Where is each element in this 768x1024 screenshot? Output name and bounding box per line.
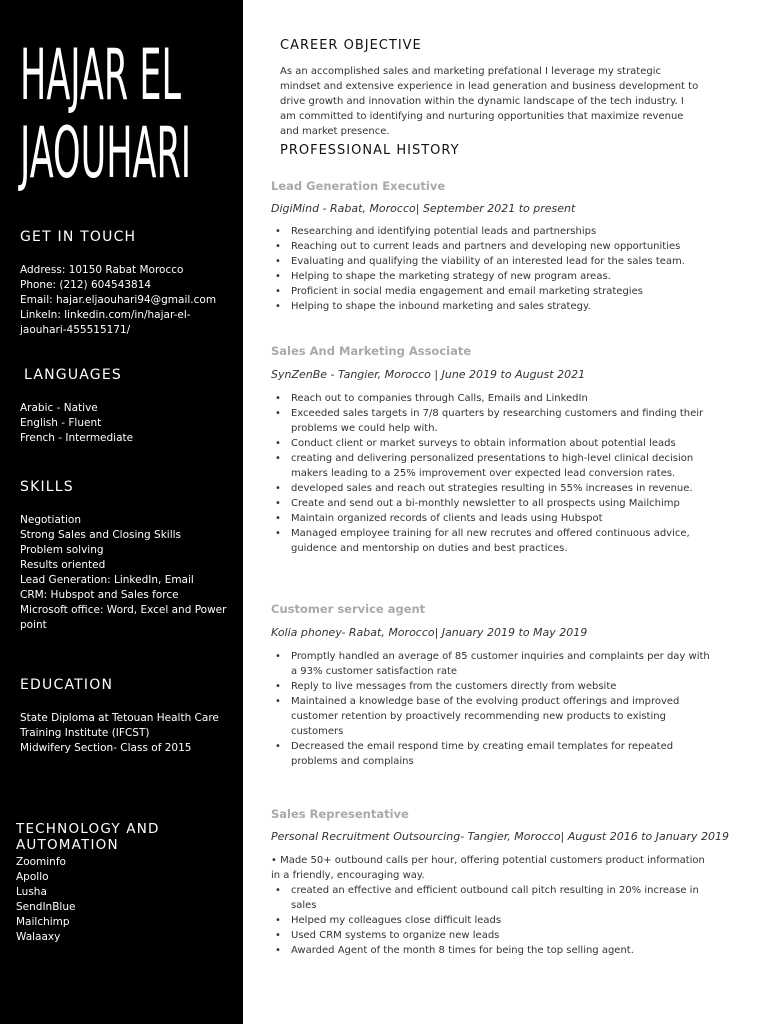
career-objective-text: As an accomplished sales and marketing prefational I leverage my strategic mindset and extensive experience in lead generation and business development to drive growth and innovation within the dynamic landscape of the tech industry. I am committed to identifying and nurturing opportunities that maximize revenue and market presence.	[280, 66, 699, 137]
bullet-item: • Reply to live messages from the customers directly from website	[271, 679, 711, 694]
contact-details	[20, 263, 230, 338]
bullet-item: • Made 50+ outbound calls per hour, offering potential customers product information in a friendly, encouraging way.	[271, 855, 705, 881]
job-bullets	[271, 853, 711, 958]
skill-item: Results oriented	[20, 559, 106, 571]
job-company: Kolia phoney- Rabat, Morocco| January 2019 to May 2019	[271, 626, 588, 639]
bullet-item: • Create and send out a bi-monthly newsletter to all prospects using Mailchimp	[271, 496, 711, 511]
skills-list	[20, 513, 230, 633]
job-bullets	[271, 391, 711, 556]
technology-item: SendInBlue	[16, 901, 76, 913]
bullet-item: • Maintained a knowledge base of the evolving product offerings and improved customer retention by proactively recommending new products to existing customers	[271, 694, 711, 739]
skill-item: Strong Sales and Closing Skills	[20, 529, 182, 541]
bullet-item: • Helped my colleagues close difficult leads	[271, 913, 711, 928]
career-objective-heading: CAREER OBJECTIVE	[280, 38, 422, 53]
bullet-item: • Researching and identifying potential leads and partnerships	[271, 224, 711, 239]
education-line: Midwifery Section- Class of 2015	[20, 742, 192, 754]
bullet-item: • Used CRM systems to organize new leads	[271, 928, 711, 943]
technology-item: Mailchimp	[16, 916, 70, 928]
education-heading: EDUCATION	[20, 677, 114, 693]
languages-list	[20, 401, 230, 446]
bullet-item: • creating and delivering personalized presentations to high-level clinical decision makers leading to a 25% improvement over expected lead conversion rates.	[271, 451, 711, 481]
contact-address: Address: 10150 Rabat Morocco	[20, 264, 184, 276]
skill-item: point	[20, 619, 47, 631]
resume-name	[20, 34, 192, 194]
bullet-item: • Promptly handled an average of 85 customer inquiries and complaints per day with a 93% customer satisfaction rate	[271, 649, 711, 679]
bullet-item: • Awarded Agent of the month 8 times for being the top selling agent.	[271, 943, 711, 958]
job-bullets	[271, 224, 711, 314]
bullet-item: • Proficient in social media engagement and email marketing strategies	[271, 284, 711, 299]
contact-phone: Phone: (212) 604543814	[20, 279, 152, 291]
bullet-item: • developed sales and reach out strategies resulting in 55% increases in revenue.	[271, 481, 711, 496]
bullet-item: • Decreased the email respond time by creating email templates for repeated problems and complains	[271, 739, 711, 769]
contact-heading: GET IN TOUCH	[20, 229, 137, 245]
bullet-item: • Helping to shape the marketing strategy of new program areas.	[271, 269, 711, 284]
bullet-item: • Managed employee training for all new recrutes and offered continuous advice, guidence and mentorship on duties and best practices.	[271, 526, 711, 556]
job-bullets	[271, 649, 711, 769]
bullet-item: • created an effective and efficient outbound call pitch resulting in 20% increase in sales	[271, 883, 711, 913]
bullet-item: • Exceeded sales targets in 7/8 quarters by researching customers and finding their problems we could help with.	[271, 406, 711, 436]
technology-heading: TECHNOLOGY AND AUTOMATION	[16, 821, 160, 853]
languages-heading: LANGUAGES	[24, 367, 122, 383]
language-item: Arabic - Native	[20, 402, 98, 414]
contact-email: Email: hajar.eljaouhari94@gmail.com	[20, 294, 217, 306]
job-company: DigiMind - Rabat, Morocco| September 2021 to present	[271, 202, 576, 215]
technology-item: Apollo	[16, 871, 49, 883]
education-list	[20, 711, 230, 756]
job-title: Sales And Marketing Associate	[271, 344, 472, 358]
education-line: State Diploma at Tetouan Health Care	[20, 712, 219, 724]
bullet-item: • Reaching out to current leads and partners and developing new opportunities	[271, 239, 711, 254]
name-line-2: JAOUHARI	[20, 112, 192, 194]
technology-item: Lusha	[16, 886, 47, 898]
skill-item: Problem solving	[20, 544, 104, 556]
education-line: Training Institute (IFCST)	[20, 727, 150, 739]
job-title: Sales Representative	[271, 807, 409, 821]
technology-item: Zoominfo	[16, 856, 66, 868]
bullet-item: • Conduct client or market surveys to obtain information about potential leads	[271, 436, 711, 451]
skill-item: Microsoft office: Word, Excel and Power	[20, 604, 227, 616]
language-item: English - Fluent	[20, 417, 102, 429]
bullet-item: • Helping to shape the inbound marketing and sales strategy.	[271, 299, 711, 314]
bullet-item: • Evaluating and qualifying the viability of an interested lead for the sales team.	[271, 254, 711, 269]
skill-item: Lead Generation: LinkedIn, Email	[20, 574, 194, 586]
job-company: SynZenBe - Tangier, Morocco | June 2019 to August 2021	[271, 368, 586, 381]
skill-item: Negotiation	[20, 514, 81, 526]
technology-item: Walaaxy	[16, 931, 61, 943]
bullet-item: • Reach out to companies through Calls, Emails and LinkedIn	[271, 391, 711, 406]
bullet-item: • Maintain organized records of clients and leads using Hubspot	[271, 511, 711, 526]
professional-history-heading: PROFESSIONAL HISTORY	[280, 143, 460, 158]
job-title: Customer service agent	[271, 602, 426, 616]
technology-list	[16, 855, 226, 945]
contact-linkedin: LinkeIn: linkedin.com/in/hajar-el-	[20, 309, 191, 321]
language-item: French - Intermediate	[20, 432, 134, 444]
name-line-1: HAJAR EL	[20, 34, 181, 116]
sidebar	[0, 0, 243, 1024]
contact-linkedin-cont: jaouhari-455515171/	[20, 324, 131, 336]
skills-heading: SKILLS	[20, 479, 74, 495]
skill-item: CRM: Hubspot and Sales force	[20, 589, 179, 601]
job-title: Lead Generation Executive	[271, 179, 446, 193]
job-company: Personal Recruitment Outsourcing- Tangier, Morocco| August 2016 to January 2019	[271, 830, 729, 843]
